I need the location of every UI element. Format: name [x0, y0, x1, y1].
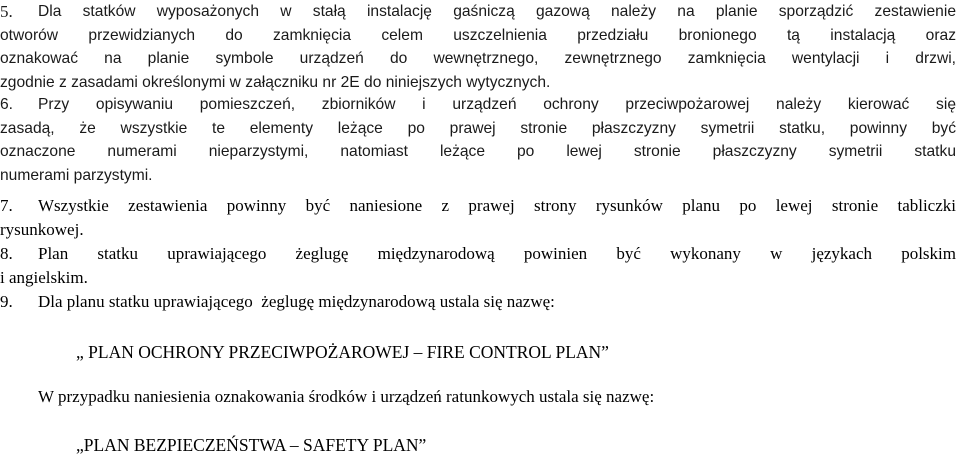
item-9-line-1: Dla planu statku uprawiającego żeglugę międzynarodową ustala się nazwę:	[38, 292, 555, 311]
item-number-5: 5.	[0, 2, 13, 21]
item-number-6: 6.	[0, 96, 14, 113]
item-6-line-1: Przy opisywaniu pomieszczeń, zbiorników i urządzeń ochrony przeciwpożarowej należy kierować się	[38, 96, 956, 113]
item-5-line-4: zgodnie z zasadami określonymi w załączniku nr 2E do niniejszych wytycznych.	[0, 73, 551, 91]
plan-name-fire-control: „ PLAN OCHRONY PRZECIWPOŻAROWEJ – FIRE CONTROL PLAN”	[76, 342, 609, 362]
item-6-line-3: oznaczone numerami nieparzystymi, natomiast leżące po lewej stronie płaszczyzny symetrii statku	[0, 143, 956, 160]
item-6-line-2: zasadą, że wszystkie te elementy leżące po prawej stronie płaszczyzny symetrii statku, powinny być	[0, 119, 956, 137]
item-6-line-4: numerami parzystymi.	[0, 166, 153, 184]
item-6-text	[0, 93, 956, 187]
rescue-equipment-sentence: W przypadku naniesienia oznakowania środków i urządzeń ratunkowych ustala się nazwę:	[38, 387, 655, 406]
item-7-line-2: rysunkowej.	[0, 219, 84, 239]
item-5-line-1: Dla statków wyposażonych w stałą instalację gaśniczą gazową należy na planie sporządzić zestawienie	[38, 3, 956, 20]
item-9-text	[38, 290, 956, 314]
item-8-line-1: Plan statku uprawiającego żeglugę międzynarodową powinien być wykonany w językach polskim	[38, 244, 956, 263]
item-8-text	[0, 242, 956, 289]
item-number-8: 8.	[0, 244, 13, 263]
item-5-line-3: oznakować na planie symbole urządzeń do wewnętrznego, zewnętrznego zamknięcia wentylacji i drzwi,	[0, 50, 956, 67]
item-7-line-1: Wszystkie zestawienia powinny być naniesione z prawej strony rysunków planu po lewej stronie tabliczki	[38, 196, 956, 215]
item-number-9: 9.	[0, 292, 13, 311]
plan-name-safety: „PLAN BEZPIECZEŃSTWA – SAFETY PLAN”	[76, 435, 427, 455]
item-5-line-2: otworów przewidzianych do zamknięcia celem uszczelnienia przedziału bronionego tą instalacją oraz	[0, 26, 956, 44]
item-5-text	[0, 0, 956, 94]
item-8-line-2: i angielskim.	[0, 267, 88, 287]
item-number-7: 7.	[0, 196, 13, 215]
item-7-text	[0, 194, 956, 241]
